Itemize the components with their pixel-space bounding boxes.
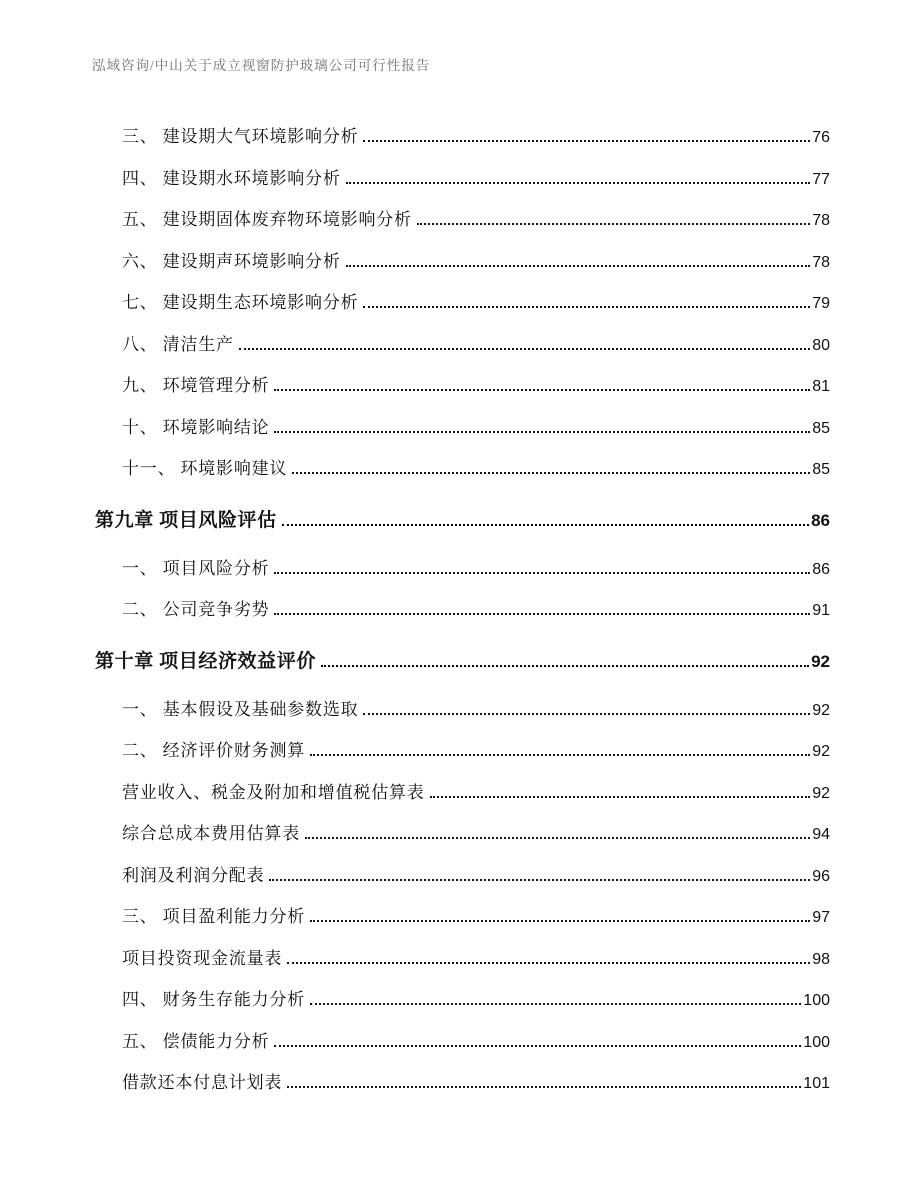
toc-entry-page-number: 91: [812, 602, 830, 619]
dot-leader: [310, 1003, 801, 1005]
toc-entry-page-number: 101: [803, 1075, 830, 1092]
dot-leader: [274, 431, 810, 433]
toc-entry-row[interactable]: [95, 979, 830, 1021]
toc-chapter-title: 第九章 项目风险评估: [95, 509, 277, 531]
dot-leader: [282, 524, 809, 526]
toc-entry-title: 借款还本付息计划表: [122, 1073, 283, 1092]
toc-entry-page-number: 79: [812, 295, 830, 312]
toc-entry-title: 十一、 环境影响建议: [122, 459, 288, 478]
toc-entry-page-number: 97: [812, 909, 830, 926]
toc-entry-row[interactable]: [95, 896, 830, 938]
toc-entry-page-number: 80: [812, 336, 830, 354]
toc-entry-row[interactable]: [95, 938, 830, 980]
dot-leader: [274, 572, 810, 574]
toc-entry-title: 四、 建设期水环境影响分析: [122, 168, 341, 188]
toc-entry-title: 三、 建设期大气环境影响分析: [122, 127, 359, 146]
toc-entry-title: 一、 项目风险分析: [122, 558, 270, 578]
toc-entry-title: 利润及利润分配表: [122, 865, 265, 885]
table-of-contents: [95, 116, 830, 1104]
toc-entry-page-number: 98: [812, 950, 830, 968]
toc-entry-row[interactable]: [95, 282, 830, 324]
toc-entry-title: 五、 偿债能力分析: [122, 1031, 270, 1051]
toc-entry-row[interactable]: [95, 324, 830, 366]
dot-leader: [310, 920, 810, 922]
toc-entry-title: 二、 公司竞争劣势: [122, 600, 270, 619]
toc-entry-title: 十、 环境影响结论: [122, 417, 270, 437]
dot-leader: [346, 265, 811, 267]
dot-leader: [274, 389, 810, 391]
toc-entry-title: 九、 环境管理分析: [122, 376, 270, 395]
toc-chapter-row[interactable]: [95, 641, 830, 683]
toc-entry-row[interactable]: [95, 1062, 830, 1104]
toc-chapter-title: 第十章 项目经济效益评价: [95, 650, 316, 672]
dot-leader: [274, 1045, 801, 1047]
toc-entry-row[interactable]: [95, 589, 830, 631]
toc-entry-row[interactable]: [95, 548, 830, 590]
toc-entry-row[interactable]: [95, 855, 830, 897]
toc-entry-row[interactable]: [95, 158, 830, 200]
dot-leader: [274, 613, 810, 615]
dot-leader: [321, 665, 809, 667]
dot-leader: [417, 223, 810, 225]
dot-leader: [346, 182, 811, 184]
toc-entry-row[interactable]: [95, 689, 830, 731]
dot-leader: [305, 837, 810, 839]
toc-entry-title: 五、 建设期固体废弃物环境影响分析: [122, 210, 412, 229]
toc-entry-row[interactable]: [95, 730, 830, 772]
dot-leader: [292, 472, 810, 474]
toc-entry-page-number: 81: [812, 378, 830, 395]
toc-entry-row[interactable]: [95, 448, 830, 490]
document-header: 泓域咨询/中山关于成立视窗防护玻璃公司可行性报告: [92, 58, 431, 73]
dot-leader: [363, 713, 810, 715]
toc-entry-row[interactable]: [95, 407, 830, 449]
toc-entry-title: 四、 财务生存能力分析: [122, 990, 306, 1009]
toc-entry-title: 综合总成本费用估算表: [122, 824, 300, 843]
toc-entry-page-number: 92: [812, 701, 830, 719]
dot-leader: [363, 306, 810, 308]
toc-chapter-row[interactable]: [95, 500, 830, 542]
dot-leader: [310, 754, 810, 756]
dot-leader: [287, 1086, 801, 1088]
toc-entry-page-number: 92: [811, 651, 830, 671]
toc-entry-page-number: 86: [811, 510, 830, 530]
toc-entry-row[interactable]: [95, 241, 830, 283]
toc-entry-page-number: 96: [812, 867, 830, 885]
toc-entry-row[interactable]: [95, 1021, 830, 1063]
toc-entry-page-number: 94: [812, 826, 830, 843]
dot-leader: [269, 879, 810, 881]
toc-entry-row[interactable]: [95, 199, 830, 241]
toc-entry-page-number: 100: [803, 992, 830, 1009]
toc-entry-title: 六、 建设期声环境影响分析: [122, 251, 341, 271]
dot-leader: [363, 140, 810, 142]
toc-entry-row[interactable]: [95, 813, 830, 855]
toc-entry-page-number: 85: [812, 461, 830, 478]
toc-entry-title: 八、 清洁生产: [122, 334, 234, 354]
toc-entry-page-number: 77: [812, 170, 830, 188]
toc-entry-row[interactable]: [95, 365, 830, 407]
toc-entry-page-number: 92: [812, 784, 830, 802]
toc-entry-title: 七、 建设期生态环境影响分析: [122, 293, 359, 312]
toc-entry-title: 二、 经济评价财务测算: [122, 741, 306, 760]
toc-entry-row[interactable]: [95, 772, 830, 814]
toc-entry-page-number: 92: [812, 743, 830, 760]
toc-entry-row[interactable]: [95, 116, 830, 158]
toc-entry-page-number: 76: [812, 129, 830, 146]
toc-entry-title: 项目投资现金流量表: [122, 948, 283, 968]
toc-entry-page-number: 85: [812, 419, 830, 437]
dot-leader: [430, 796, 811, 798]
toc-entry-title: 营业收入、税金及附加和增值税估算表: [122, 782, 425, 802]
dot-leader: [239, 348, 810, 350]
toc-entry-page-number: 78: [812, 253, 830, 271]
dot-leader: [287, 962, 810, 964]
toc-entry-page-number: 78: [812, 212, 830, 229]
toc-entry-title: 三、 项目盈利能力分析: [122, 907, 306, 926]
toc-entry-page-number: 86: [812, 560, 830, 578]
toc-entry-title: 一、 基本假设及基础参数选取: [122, 699, 359, 719]
toc-entry-page-number: 100: [803, 1033, 830, 1051]
